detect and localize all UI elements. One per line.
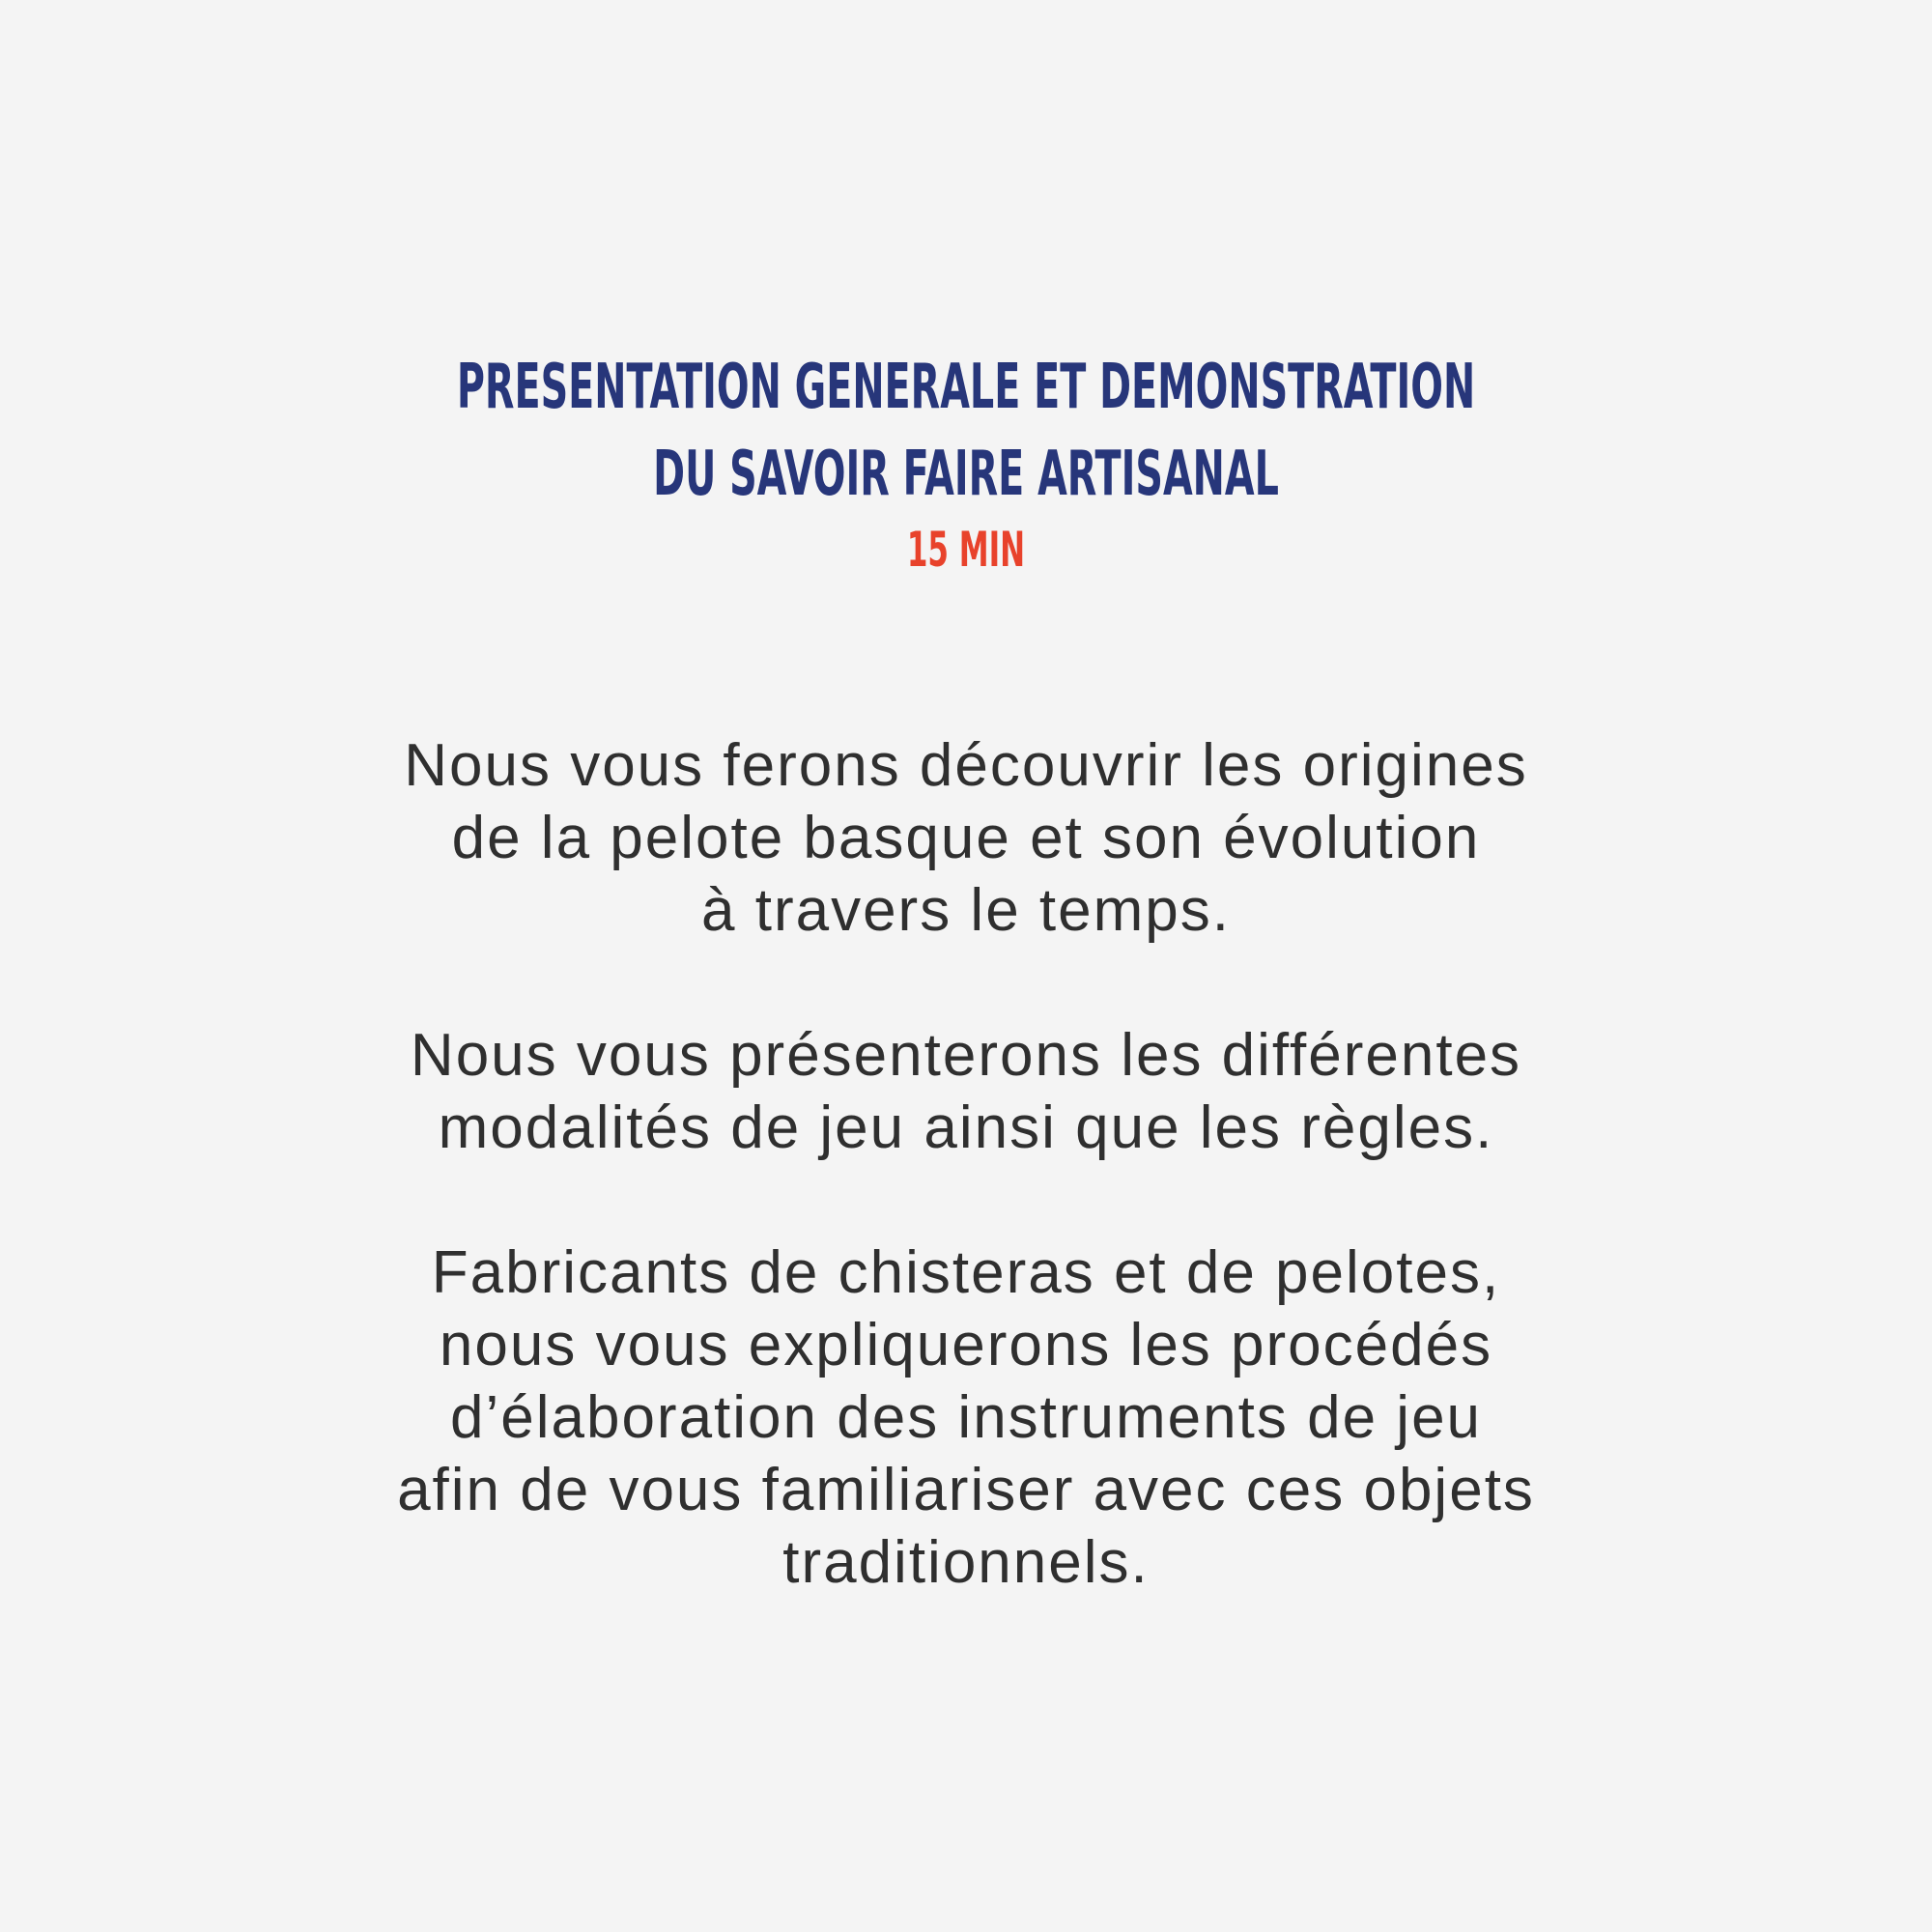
- duration-label: 15 MIN: [906, 522, 1026, 578]
- text-line: afin de vous familiariser avec ces objets: [397, 1457, 1535, 1523]
- title-line-1: PRESENTATION GENERALE ET DEMONSTRATION: [456, 352, 1476, 423]
- text-line: Nous vous ferons découvrir les origines: [404, 732, 1528, 799]
- text-line: nous vous expliquerons les procédés: [439, 1312, 1493, 1378]
- text-line: à travers le temps.: [701, 877, 1231, 944]
- text-line: traditionnels.: [782, 1529, 1150, 1596]
- text-line: d’élaboration des instruments de jeu: [449, 1384, 1483, 1451]
- text-line: de la pelote basque et son évolution: [451, 805, 1481, 871]
- paragraph-craft: [0, 1236, 1932, 1599]
- text-line: modalités de jeu ainsi que les règles.: [438, 1094, 1494, 1161]
- title-line-2: DU SAVOIR FAIRE ARTISANAL: [653, 439, 1279, 510]
- paragraph-origins: [0, 729, 1932, 947]
- header: [0, 344, 1932, 582]
- paragraph-rules: [0, 1019, 1932, 1164]
- description: [0, 729, 1932, 1671]
- text-line: Fabricants de chisteras et de pelotes,: [431, 1239, 1501, 1306]
- text-line: Nous vous présenterons les différentes: [410, 1022, 1522, 1089]
